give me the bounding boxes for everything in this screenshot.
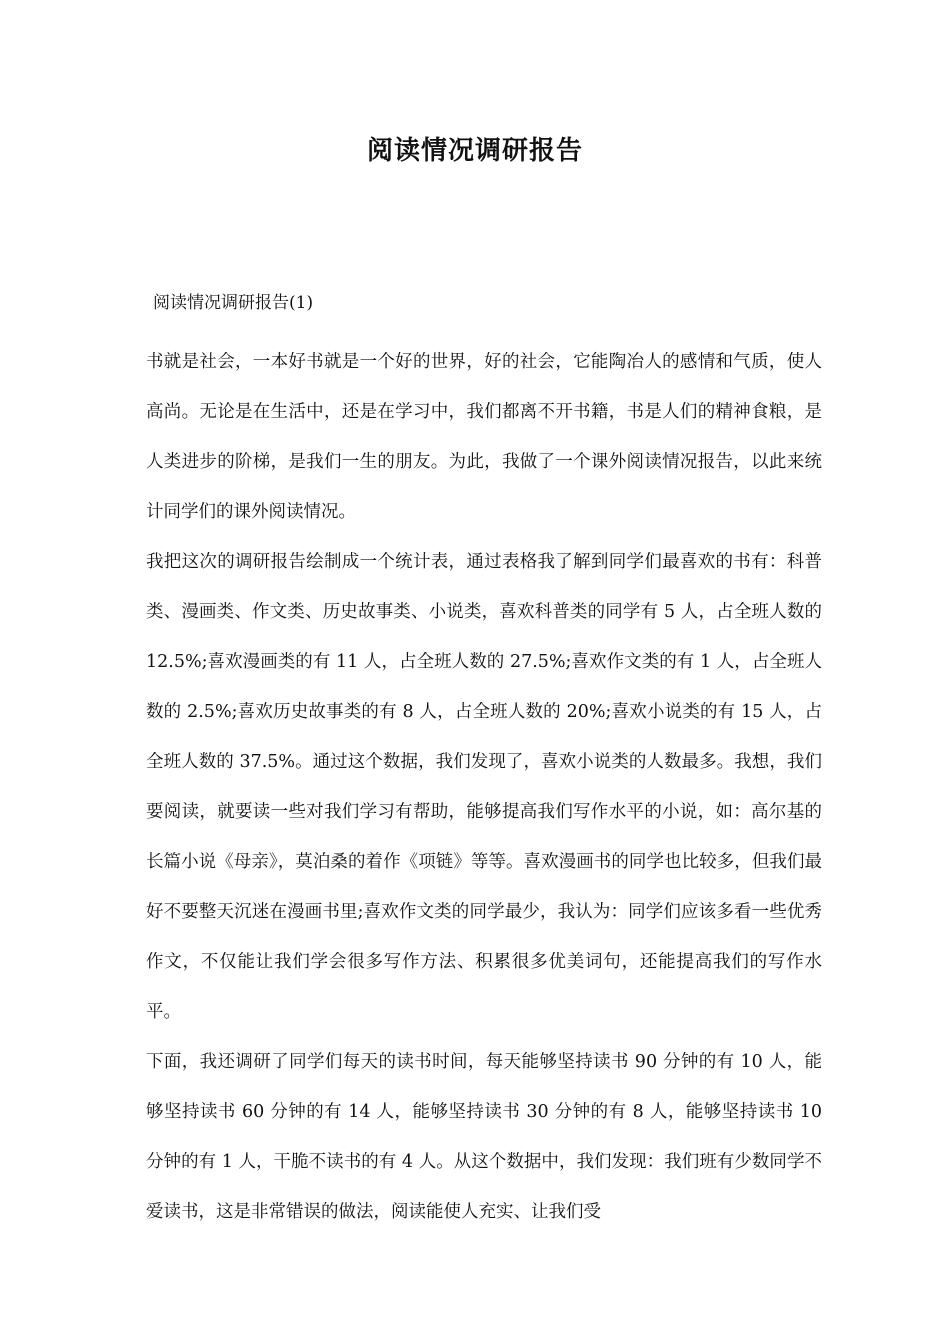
paragraph-book-preferences: 我把这次的调研报告绘制成一个统计表，通过表格我了解到同学们最喜欢的书有：科普类、漫画类、作文类、历史故事类、小说类，喜欢科普类的同学有 5 人，占全班人数的 12.5%;喜欢漫画类的有 11 人，占全班人数的 27.5%;喜欢作文类的有 1 人，占全班人数的 2.5%;喜欢历史故事类的有 8 人，占全班人数的 20%;喜欢小说类的有 15 人，占全班人数的 37.5%。通过这个数据，我们发现了，喜欢小说类的人数最多。我想，我们要阅读，就要读一些对我们学习有帮助，能够提高我们写作水平的小说，如：高尔基的长篇小说《母亲》，莫泊桑的着作《项链》等等。喜欢漫画书的同学也比较多，但我们最好不要整天沉迷在漫画书里;喜欢作文类的同学最少，我认为：同学们应该多看一些优秀作文，不仅能让我们学会很多写作方法、积累很多优美词句，还能提高我们的写作水平。 (146, 552, 822, 1022)
document-body (146, 337, 822, 1237)
document-subtitle: 阅读情况调研报告(1) (153, 293, 314, 313)
document-title: 阅读情况调研报告 (366, 136, 583, 166)
paragraph-intro: 书就是社会，一本好书就是一个好的世界，好的社会，它能陶冶人的感情和气质，使人高尚。无论是在生活中，还是在学习中，我们都离不开书籍，书是人们的精神食粮，是人类进步的阶梯，是我们一生的朋友。为此，我做了一个课外阅读情况报告，以此来统计同学们的课外阅读情况。 (146, 352, 822, 522)
paragraph-reading-time: 下面，我还调研了同学们每天的读书时间，每天能够坚持读书 90 分钟的有 10 人，能够坚持读书 60 分钟的有 14 人，能够坚持读书 30 分钟的有 8 人，能够坚持读书 10 分钟的有 1 人，干脆不读书的有 4 人。从这个数据中，我们发现：我们班有少数同学不爱读书，这是非常错误的做法，阅读能使人充实、让我们受 (146, 1052, 822, 1222)
